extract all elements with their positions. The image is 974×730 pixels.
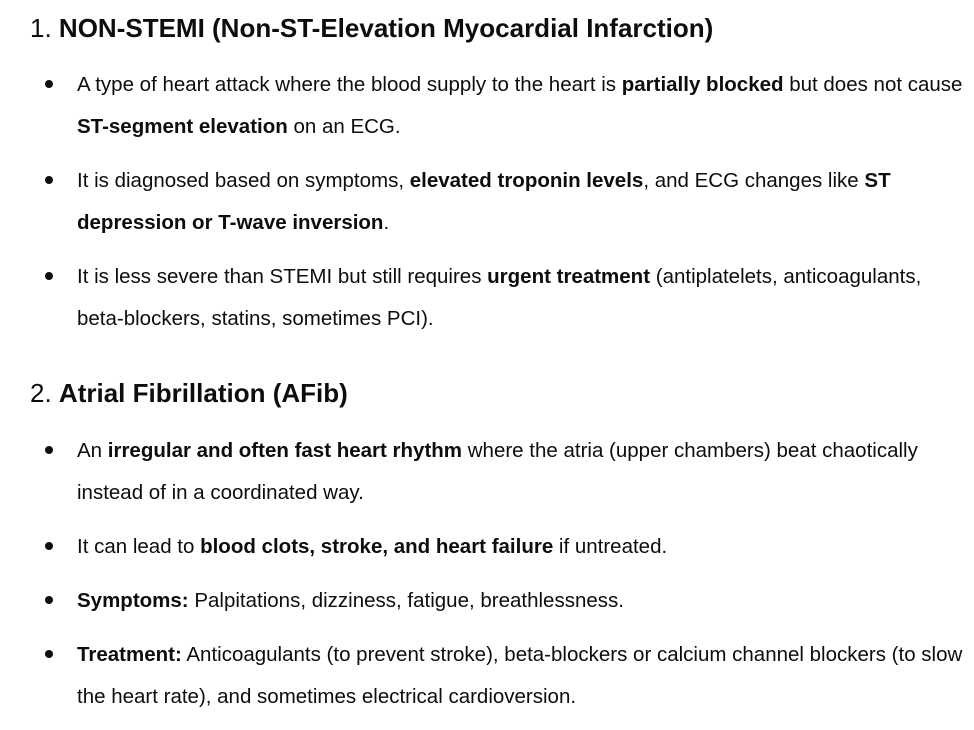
bullet-list-nonstemi: [0, 64, 974, 352]
section-number: 1.: [30, 13, 52, 43]
section-title: NON-STEMI (Non-ST-Elevation Myocardial Infarction): [58, 13, 714, 43]
bullet-dot-icon: [45, 272, 53, 280]
body-text: but does not cause: [783, 73, 963, 96]
bold-text: elevated troponin levels: [409, 169, 644, 192]
body-text: on an ECG.: [287, 115, 401, 138]
list-item: [0, 64, 974, 148]
body-text: It is diagnosed based on symptoms,: [77, 169, 410, 192]
section-heading-afib: [30, 377, 348, 409]
section-heading-nonstemi: [30, 12, 713, 44]
list-item: [0, 256, 974, 340]
bullet-list-afib: [0, 430, 974, 730]
body-text: It can lead to: [77, 535, 201, 558]
body-text: , and ECG changes like: [643, 169, 865, 192]
body-text: .: [383, 211, 390, 234]
body-text: where the atria (upper chambers) beat chaotically instead of in a coordinated way.: [77, 439, 918, 504]
bold-text: Symptoms:: [77, 589, 189, 612]
bold-text: ST depression or T-wave inversion: [77, 169, 891, 234]
bullet-dot-icon: [45, 176, 53, 184]
bold-text: ST-segment elevation: [77, 115, 288, 138]
body-text: A type of heart attack where the blood supply to the heart is: [77, 73, 622, 96]
list-item: [0, 634, 974, 718]
list-item: [0, 430, 974, 514]
bullet-dot-icon: [45, 446, 53, 454]
bold-text: Treatment:: [77, 643, 182, 666]
body-text: It is less severe than STEMI but still requires: [77, 265, 488, 288]
bold-text: blood clots, stroke, and heart failure: [200, 535, 554, 558]
bullet-dot-icon: [45, 80, 53, 88]
body-text: An: [77, 439, 108, 462]
body-text: (antiplatelets, anticoagulants, beta-blockers, statins, sometimes PCI).: [77, 265, 922, 330]
bullet-dot-icon: [45, 650, 53, 658]
bold-text: partially blocked: [621, 73, 784, 96]
list-item: [0, 160, 974, 244]
bullet-dot-icon: [45, 542, 53, 550]
section-title: Atrial Fibrillation (AFib): [58, 378, 348, 408]
bold-text: urgent treatment: [487, 265, 651, 288]
bold-text: irregular and often fast heart rhythm: [107, 439, 463, 462]
bullet-dot-icon: [45, 596, 53, 604]
list-item: [0, 526, 974, 568]
body-text: Palpitations, dizziness, fatigue, breathlessness.: [188, 589, 624, 612]
section-number: 2.: [30, 378, 52, 408]
list-item: [0, 580, 974, 622]
body-text: Anticoagulants (to prevent stroke), beta-blockers or calcium channel blockers (to slow the heart rate), and sometimes electrical cardioversion.: [77, 643, 963, 708]
body-text: if untreated.: [553, 535, 668, 558]
